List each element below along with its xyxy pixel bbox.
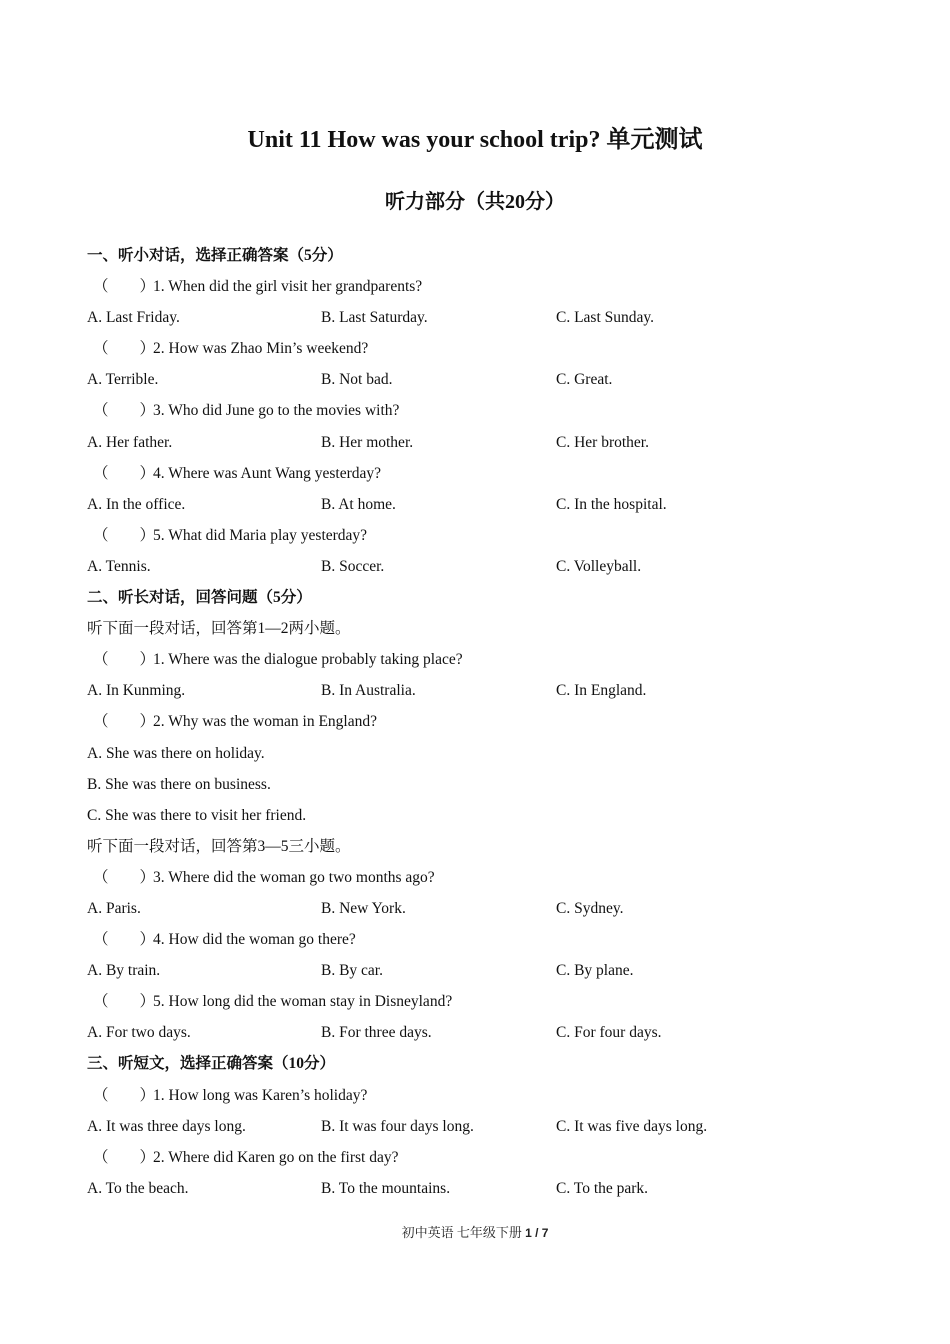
option-a: A. Paris.	[87, 899, 141, 917]
question	[87, 395, 867, 426]
question-text: 4. Where was Aunt Wang yesterday?	[153, 464, 382, 482]
option-c: C. For four days.	[556, 1024, 662, 1042]
question-text: 5. How long did the woman stay in Disneyland?	[153, 993, 453, 1011]
options-row	[87, 955, 867, 986]
option-a: A. Tennis.	[87, 557, 151, 575]
answer-blank: （ ）	[93, 931, 156, 949]
option-c: C. To the park.	[556, 1179, 649, 1197]
question	[87, 1142, 867, 1173]
options-row	[87, 1017, 867, 1048]
question-text: 1. Where was the dialogue probably taking place?	[153, 651, 463, 669]
option-b: B. Soccer.	[321, 557, 385, 575]
answer-blank: （ ）	[93, 713, 156, 731]
question	[87, 1080, 867, 1111]
page-title: Unit 11 How was your school trip? 单元测试	[247, 127, 703, 153]
question-text: 2. Why was the woman in England?	[153, 713, 377, 731]
option-a: A. In the office.	[87, 495, 186, 513]
question-text: 2. Where did Karen go on the first day?	[153, 1148, 399, 1166]
option-b: B. At home.	[321, 495, 396, 513]
section-heading: 一、听小对话，选择正确答案（5分）	[87, 247, 343, 264]
answer-blank: （ ）	[93, 651, 156, 669]
answer-blank: （ ）	[93, 868, 156, 886]
question	[87, 458, 867, 489]
option-c: C. Last Sunday.	[556, 309, 655, 327]
option-c: C. Her brother.	[556, 433, 649, 451]
question-text: 4. How did the woman go there?	[153, 931, 356, 949]
question-text: 1. How long was Karen’s holiday?	[153, 1086, 368, 1104]
option-b: B. Not bad.	[321, 371, 393, 389]
option-b: B. Her mother.	[321, 433, 414, 451]
question-text: 2. How was Zhao Min’s weekend?	[153, 340, 369, 358]
option-c: C. Great.	[556, 371, 613, 389]
question	[87, 986, 867, 1017]
options-row	[87, 1111, 867, 1142]
answer-blank: （ ）	[93, 1148, 156, 1166]
option-a: A. Terrible.	[87, 371, 159, 389]
option-a: A. It was three days long.	[87, 1117, 246, 1135]
option-c: C. By plane.	[556, 962, 634, 980]
question-text: 3. Where did the woman go two months ago?	[153, 868, 435, 886]
page-subtitle: 听力部分（共20分）	[385, 191, 565, 213]
option-b: B. For three days.	[321, 1024, 432, 1042]
option-a: A. She was there on holiday.	[87, 744, 265, 762]
option-b: B. In Australia.	[321, 682, 416, 700]
exam-content	[87, 240, 867, 1204]
question-text: 3. Who did June go to the movies with?	[153, 402, 400, 420]
question	[87, 706, 867, 737]
question-text: 5. What did Maria play yesterday?	[153, 526, 368, 544]
question-text: 1. When did the girl visit her grandparents?	[153, 278, 423, 296]
options-row	[87, 489, 867, 520]
section-instruction: 听下面一段对话，回答第3—5三小题。	[87, 837, 351, 855]
option-b: B. New York.	[321, 899, 406, 917]
page-number: 1 / 7	[525, 1226, 549, 1240]
section-heading: 三、听短文，选择正确答案（10分）	[87, 1055, 336, 1073]
section-heading: 二、听长对话，回答问题（5分）	[87, 589, 312, 607]
question	[87, 333, 867, 364]
footer-label: 初中英语 七年级下册	[401, 1225, 526, 1240]
question	[87, 924, 867, 955]
option-c: C. Sydney.	[556, 899, 624, 917]
answer-blank: （ ）	[93, 1086, 156, 1104]
option-c: C. It was five days long.	[556, 1117, 708, 1135]
page-footer	[0, 1223, 950, 1243]
answer-blank: （ ）	[93, 464, 156, 482]
option-a: A. Last Friday.	[87, 309, 180, 327]
option-b: B. To the mountains.	[321, 1179, 451, 1197]
option-a: A. In Kunming.	[87, 682, 186, 700]
options-row	[87, 551, 867, 582]
option-c: C. Volleyball.	[556, 557, 642, 575]
answer-blank: （ ）	[93, 402, 156, 420]
option-b: B. Last Saturday.	[321, 309, 428, 327]
option-b: B. She was there on business.	[87, 775, 271, 793]
question	[87, 644, 867, 675]
option-c: C. In the hospital.	[556, 495, 667, 513]
option-c: C. In England.	[556, 682, 647, 700]
answer-blank: （ ）	[93, 340, 156, 358]
option-a: A. To the beach.	[87, 1179, 189, 1197]
option-c: C. She was there to visit her friend.	[87, 806, 307, 824]
question	[87, 271, 867, 302]
option-b: B. It was four days long.	[321, 1117, 474, 1135]
question	[87, 862, 867, 893]
options-row	[87, 675, 867, 706]
option-a: A. For two days.	[87, 1024, 191, 1042]
question	[87, 520, 867, 551]
options-row	[87, 302, 867, 333]
answer-blank: （ ）	[93, 526, 156, 544]
options-row	[87, 1173, 867, 1204]
option-b: B. By car.	[321, 962, 383, 980]
option-a: A. Her father.	[87, 433, 173, 451]
options-row	[87, 893, 867, 924]
option-a: A. By train.	[87, 962, 161, 980]
options-row	[87, 427, 867, 458]
answer-blank: （ ）	[93, 278, 156, 296]
answer-blank: （ ）	[93, 993, 156, 1011]
section-instruction: 听下面一段对话，回答第1—2两小题。	[87, 620, 351, 638]
options-row	[87, 364, 867, 395]
